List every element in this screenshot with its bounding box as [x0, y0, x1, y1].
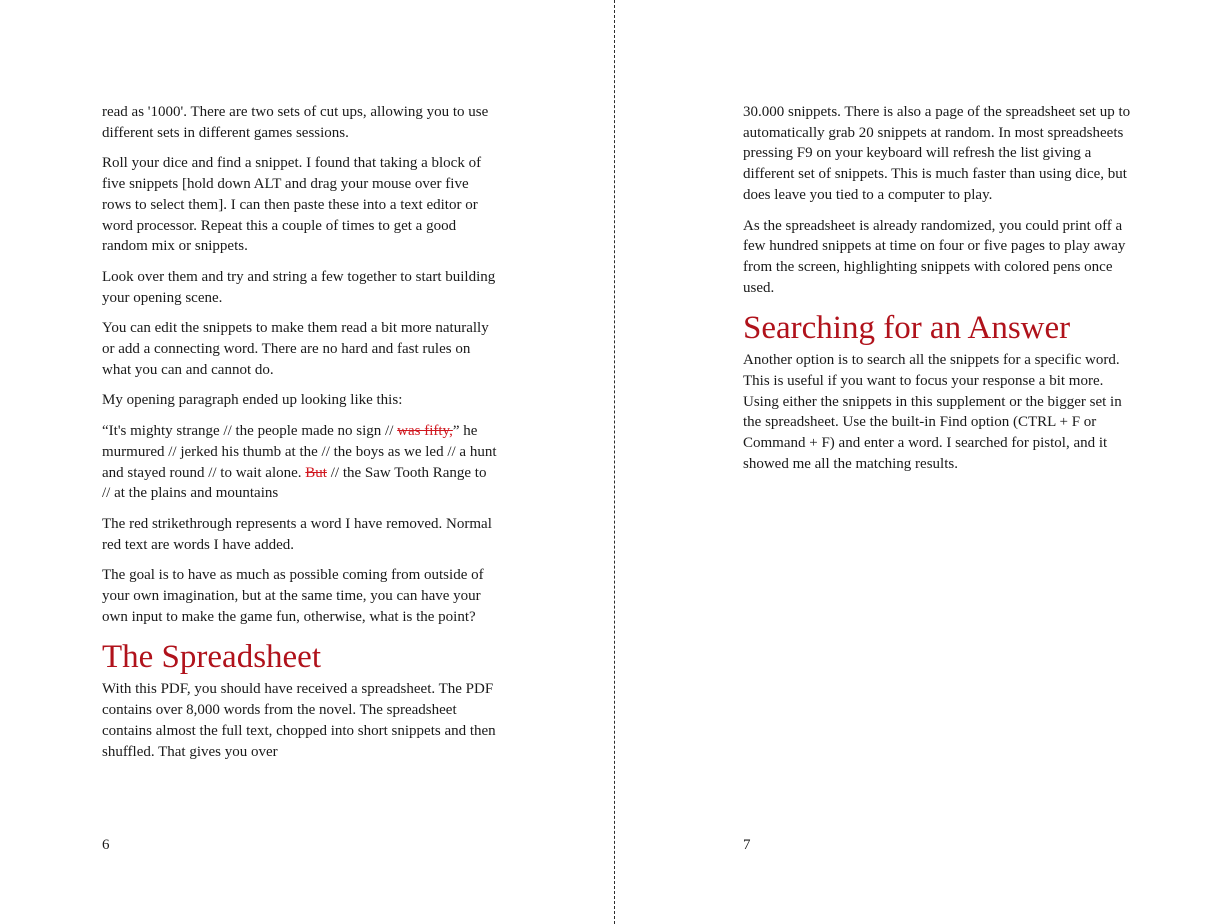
- page-divider: [614, 0, 615, 924]
- page-number: 7: [743, 837, 751, 853]
- quote-text: // the Saw Tooth Range to // at the plains and mountains: [102, 464, 487, 502]
- paragraph: Another option is to search all the snippets for a specific word. This is useful if you want to focus your response a bit more. Using either the snippets in this supplement or the bigger set in the spreadsheet. Use the built-in Find option (CTRL + F or Command + F) and enter a word. I searched for pistol, and it showed me all the matching results.: [743, 352, 1122, 472]
- section-heading: Searching for an Answer: [743, 310, 1071, 347]
- right-page: [616, 0, 1229, 924]
- left-page-body: [102, 102, 497, 772]
- right-page-body: [743, 102, 1138, 485]
- left-page: [0, 0, 614, 924]
- paragraph: As the spreadsheet is already randomized, you could print off a few hundred snippets at time on four or five pages to play away from the screen, highlighting snippets with colored pens once used.: [743, 217, 1126, 296]
- paragraph: With this PDF, you should have received a spreadsheet. The PDF contains over 8,000 words from the novel. The spreadsheet contains almost the full text, chopped into short snippets and then shuffled. That gives you over: [102, 681, 496, 760]
- example-quote: [102, 421, 497, 504]
- removed-word: But: [305, 464, 327, 481]
- paragraph: The goal is to have as much as possible coming from outside of your own imagination, but at the same time, you can have your own input to make the game fun, otherwise, what is the point?: [102, 567, 484, 625]
- section-heading: The Spreadsheet: [102, 639, 321, 676]
- paragraph: 30.000 snippets. There is also a page of the spreadsheet set up to automatically grab 20 snippets at random. In most spreadsheets pressing F9 on your keyboard will refresh the list giving a different set of snippets. This is much faster than using dice, but does leave you tied to a computer to play.: [743, 104, 1131, 203]
- paragraph: You can edit the snippets to make them read a bit more naturally or add a connecting word. There are no hard and fast rules on what you can and cannot do.: [102, 320, 489, 378]
- paragraph: The red strikethrough represents a word I have removed. Normal red text are words I have added.: [102, 515, 492, 553]
- paragraph: Roll your dice and find a snippet. I found that taking a block of five snippets [hold down ALT and drag your mouse over five rows to select them]. I can then paste these into a text editor or word processor. Repeat this a couple of times to get a good random mix or snippets.: [102, 155, 482, 255]
- paragraph: Look over them and try and string a few together to start building your opening scene.: [102, 268, 496, 306]
- quote-text: “It's mighty strange // the people made no sign //: [102, 423, 398, 440]
- page-number: 6: [102, 837, 110, 853]
- paragraph: My opening paragraph ended up looking like this:: [102, 392, 403, 409]
- removed-word: was fifty,: [397, 423, 453, 440]
- quote-text: ” he murmured // jerked his thumb at the // the boys as we led // a hunt and stayed round // to wait alone.: [102, 423, 497, 481]
- paragraph: read as '1000'. There are two sets of cut ups, allowing you to use different sets in different games sessions.: [102, 104, 489, 141]
